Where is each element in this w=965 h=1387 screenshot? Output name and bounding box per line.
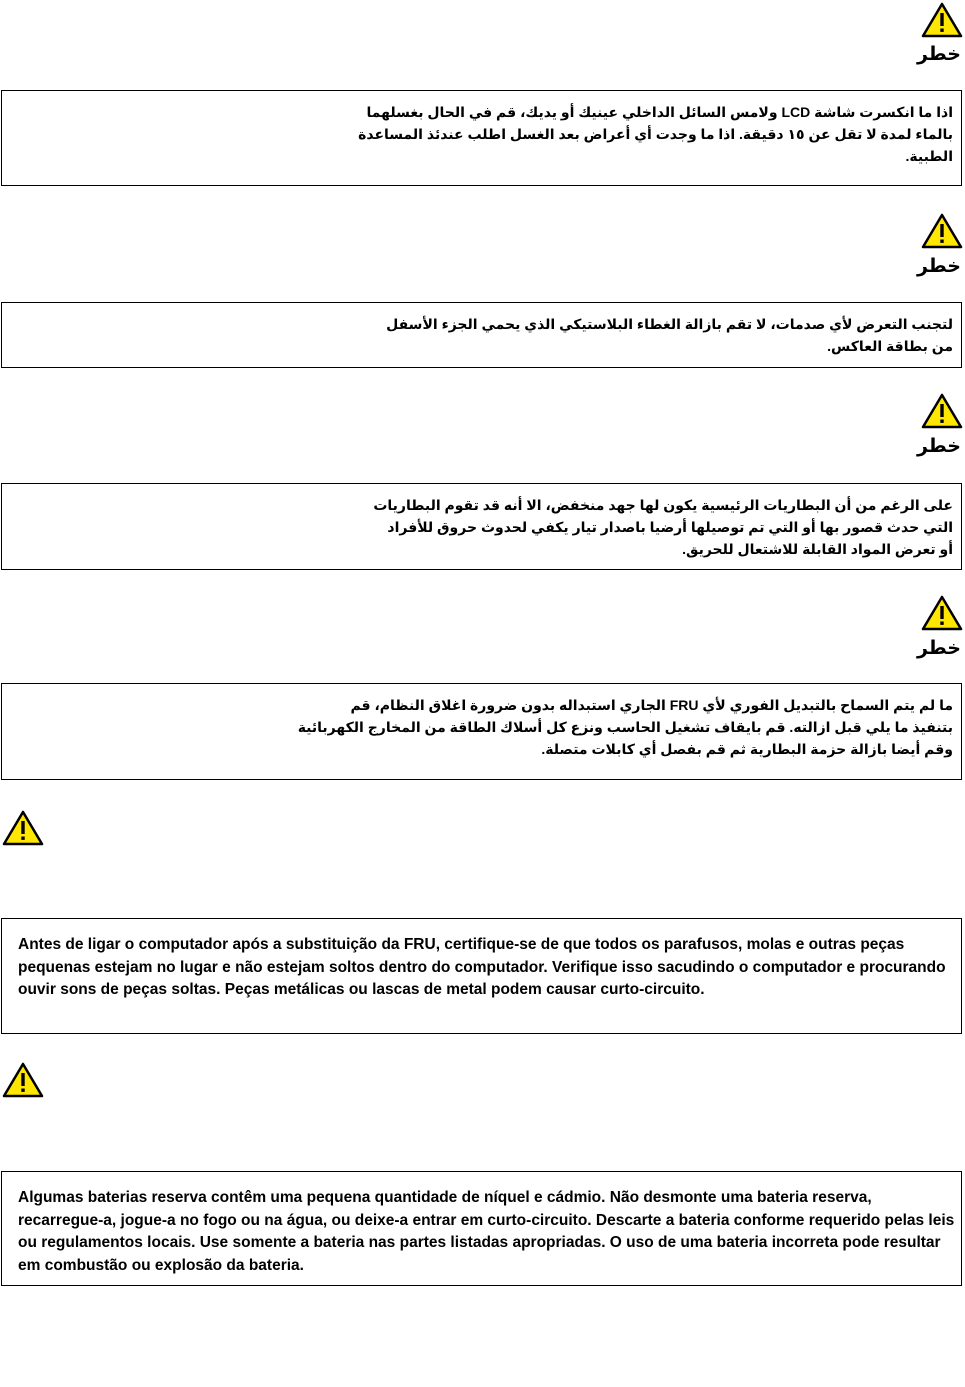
notice-line: على الرغم من أن البطاريات الرئيسية يكون لها جهد منخفض، الا أنه قد تقوم البطاريات — [373, 497, 953, 513]
notice-line: لتجنب التعرض لأي صدمات، لا تقم بازالة الغطاء البلاستيكي الذي يحمي الجزء الأسفل — [386, 316, 953, 332]
notice-line: اذا ما انكسرت شاشة LCD ولامس السائل الداخلي عينيك أو يديك، قم في الحال بغسلهما — [366, 104, 953, 120]
notice-line: الطبية. — [905, 148, 953, 164]
warning-triangle-icon — [2, 810, 44, 846]
danger-notice-box — [1, 302, 962, 368]
danger-notice-box — [1, 483, 962, 570]
notice-line: بتنفيذ ما يلي قبل ازالته. قم بايقاف تشغيل الحاسب ونزع كل أسلاك الطاقة من المخارج الكهربائية — [297, 719, 953, 735]
notice-line: ما لم يتم السماح بالتبديل الفوري لأي FRU الجاري استبداله بدون ضرورة اغلاق النظام، قم — [350, 697, 953, 713]
danger-label: خطر — [916, 638, 961, 659]
notice-line: التي حدث قصور بها أو التي تم توصيلها أرضيا باصدار تيار يكفي لحدوث حروق للأفراد — [387, 519, 953, 535]
warning-triangle-icon — [921, 2, 963, 38]
notice-line: وقم أيضا بازالة حزمة البطارية ثم قم بفصل أي كابلات متصلة. — [541, 741, 953, 757]
caution-notice-box — [1, 1171, 962, 1286]
notice-line: من بطاقة العاكس. — [827, 338, 953, 354]
danger-label: خطر — [916, 44, 961, 65]
warning-triangle-icon — [921, 393, 963, 429]
danger-label: خطر — [916, 436, 961, 457]
caution-text: Antes de ligar o computador após a substituição da FRU, certifique-se de que todos os parafusos, molas e outras peças pequenas estejam no lugar e não estejam soltos dentro do computador. Verifique isso sacudindo o computador e procurando ouvir sons de peças soltas. Peças metálicas ou lascas de metal podem causar curto-circuito. — [18, 936, 946, 998]
notice-line: أو تعرض المواد القابلة للاشتعال للحريق. — [682, 541, 953, 557]
warning-triangle-icon — [2, 1062, 44, 1098]
caution-notice-box — [1, 918, 962, 1034]
warning-triangle-icon — [921, 595, 963, 631]
danger-notice-box — [1, 683, 962, 780]
warning-triangle-icon — [921, 213, 963, 249]
notice-line: بالماء لمدة لا تقل عن ١٥ دقيقة. اذا ما وجدت أي أعراض بعد الغسل اطلب عندئذ المساعدة — [358, 126, 953, 142]
caution-text: Algumas baterias reserva contêm uma pequena quantidade de níquel e cádmio. Não desmonte uma bateria reserva, recarregue-a, jogue-a no fogo ou na água, ou deixe-a entrar em curto-circuito. Descarte a bateria conforme requerido pelas leis ou regulamentos locais. Use somente a bateria nas partes listadas apropriadas. O uso de uma bateria incorreta pode resultar em combustão ou explosão da bateria. — [18, 1189, 955, 1274]
danger-notice-box — [1, 90, 962, 186]
danger-label: خطر — [916, 256, 961, 277]
